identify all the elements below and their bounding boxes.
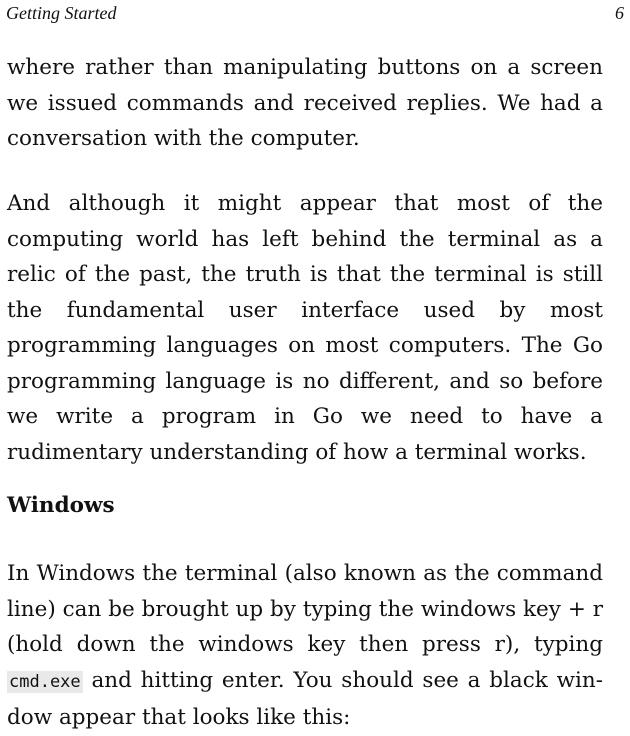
paragraph-1 (7, 50, 603, 157)
paragraph-2 (7, 186, 603, 470)
paragraph-3-text-after: and hitting enter. You should see a black window appear that looks like this: (7, 667, 603, 730)
chapter-title: Getting Started (6, 3, 117, 23)
page-header (6, 0, 624, 26)
inline-code-cmd-exe: cmd.exe (9, 671, 81, 692)
section-heading-windows: Windows (7, 493, 115, 518)
paragraph-1-text: where rather than manipulating buttons on a screen we issued commands and received replies. We had a conversation with the computer. (7, 55, 603, 151)
page-number: 6 (615, 3, 624, 23)
paragraph-2-text: And although it might appear that most of the computing world has left behind the terminal as a relic of the past, the truth is that the terminal is still the fundamental user interface used by most programming languages on most computers. The Go programming language is no different, and so before we write a program in Go we need to have a rudimentary understanding of how a terminal works. (7, 191, 603, 465)
paragraph-3-text (7, 556, 603, 736)
paragraph-3-text-before: In Windows the terminal (also known as the command line) can be brought up by typing the windows key + r (hold down the windows key then press r), typing (7, 561, 603, 657)
paragraph-3 (7, 556, 603, 736)
